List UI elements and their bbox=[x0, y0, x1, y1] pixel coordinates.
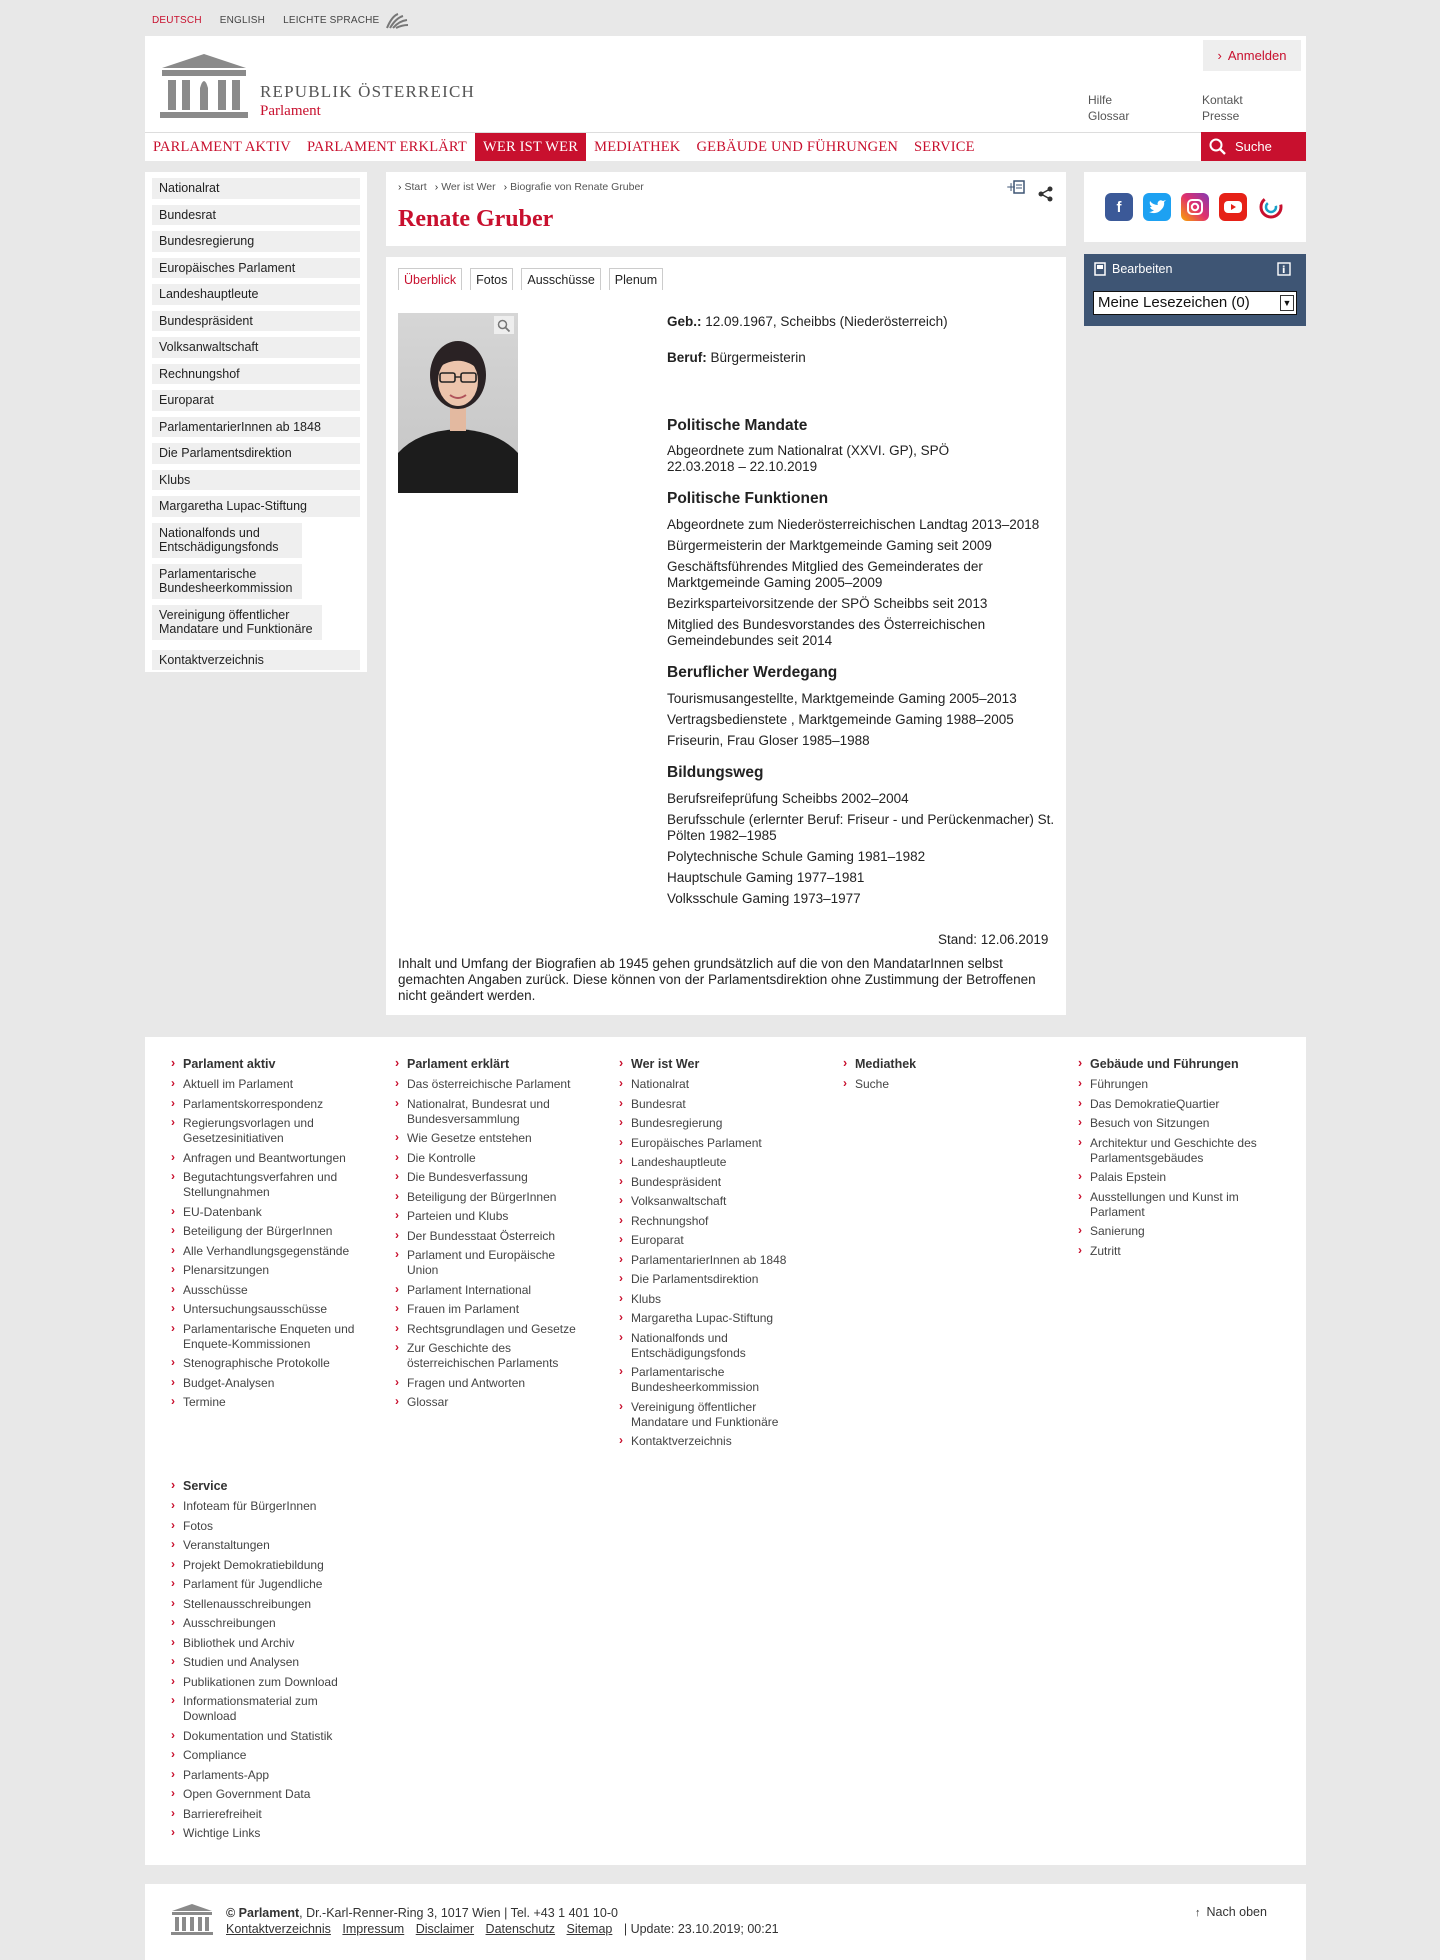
section-werdegang-heading: Beruflicher Werdegang bbox=[667, 664, 838, 681]
footer-heading[interactable]: › Parlament aktiv bbox=[171, 1057, 356, 1071]
lang-deutsch[interactable]: DEUTSCH bbox=[152, 15, 202, 26]
footer-link[interactable]: › Europarat bbox=[619, 1233, 804, 1248]
footer-link[interactable]: › Stenographische Protokolle bbox=[171, 1356, 356, 1371]
footer-link[interactable]: › Volksanwaltschaft bbox=[619, 1194, 804, 1209]
footer-link[interactable]: › Kontaktverzeichnis bbox=[619, 1434, 804, 1449]
footer-link[interactable]: › Stellenausschreibungen bbox=[171, 1597, 371, 1612]
kontaktverzeichnis-link[interactable]: Kontaktverzeichnis bbox=[226, 1922, 331, 1936]
datenschutz-link[interactable]: Datenschutz bbox=[485, 1922, 556, 1936]
birth-value: 12.09.1967, Scheibbs (Niederösterreich) bbox=[705, 314, 948, 329]
list-item: Vertragsbedienstete , Marktgemeinde Gaming 1988–2005 bbox=[667, 712, 1014, 727]
footer-link[interactable]: › Suche bbox=[843, 1077, 1028, 1092]
birth-field bbox=[667, 314, 948, 329]
sidebar-item-bundesrat[interactable]: Bundesrat bbox=[152, 205, 360, 226]
footer-link[interactable]: › Anfragen und Beantwortungen bbox=[171, 1151, 356, 1166]
glossary-link[interactable]: Glossar bbox=[1088, 109, 1130, 123]
footer-link[interactable]: › Die Kontrolle bbox=[395, 1151, 580, 1166]
footer-link[interactable]: › Landeshauptleute bbox=[619, 1155, 804, 1170]
logo-line1: REPUBLIK ÖSTERREICH bbox=[260, 82, 476, 101]
svg-text:+: + bbox=[1006, 180, 1017, 194]
footer-link[interactable]: › Informationsmaterial zum Download bbox=[171, 1694, 371, 1724]
footer-link[interactable]: › Nationalfonds und Entschädigungsfonds bbox=[619, 1331, 804, 1361]
lang-english[interactable]: ENGLISH bbox=[219, 15, 266, 26]
contact-link[interactable]: Kontakt bbox=[1202, 93, 1243, 107]
tab-fotos[interactable]: Fotos bbox=[470, 268, 513, 290]
footer-link[interactable]: › Projekt Demokratiebildung bbox=[171, 1558, 371, 1573]
tab-bar bbox=[398, 268, 663, 290]
footer-link[interactable]: › Untersuchungsausschüsse bbox=[171, 1302, 356, 1317]
footer-link[interactable]: › Parlament International bbox=[395, 1283, 580, 1298]
footer-link[interactable]: › Fragen und Antworten bbox=[395, 1376, 580, 1391]
share-icon[interactable] bbox=[1038, 186, 1054, 202]
footer-link[interactable]: › Zutritt bbox=[1078, 1244, 1263, 1259]
page-title: Renate Gruber bbox=[398, 206, 554, 232]
footer-link[interactable]: › Beteiligung der BürgerInnen bbox=[395, 1190, 580, 1205]
sidebar-item-vereinigung[interactable]: Vereinigung öffentlicher Mandatare und Funktionäre bbox=[152, 605, 322, 640]
breadcrumb-current: › Biografie von Renate Gruber bbox=[504, 181, 644, 193]
search-button[interactable] bbox=[1201, 132, 1306, 161]
footer-link[interactable]: › Studien und Analysen bbox=[171, 1655, 371, 1670]
footer-link[interactable]: › Palais Epstein bbox=[1078, 1170, 1263, 1185]
arrow-up-icon: ↑ bbox=[1195, 1907, 1201, 1919]
tab-plenum[interactable]: Plenum bbox=[609, 268, 663, 290]
footer-link[interactable]: › Parlamentarische Enqueten und Enquete-Kommissionen bbox=[171, 1322, 356, 1352]
footer-link[interactable]: › Die Parlamentsdirektion bbox=[619, 1272, 804, 1287]
list-item: Abgeordnete zum Niederösterreichischen Landtag 2013–2018 bbox=[667, 517, 1040, 532]
footer-link[interactable]: › Fotos bbox=[171, 1519, 371, 1534]
section-bildung-heading: Bildungsweg bbox=[667, 764, 764, 781]
sidebar-item-europarat[interactable]: Europarat bbox=[152, 390, 360, 411]
list-item: Berufsreifeprüfung Scheibbs 2002–2004 bbox=[667, 791, 909, 806]
footer-link[interactable]: › Budget-Analysen bbox=[171, 1376, 356, 1391]
sidebar-item-nationalrat[interactable]: Nationalrat bbox=[152, 178, 360, 199]
language-bar bbox=[152, 15, 379, 26]
footer-column-service bbox=[171, 1479, 371, 1846]
footer-link[interactable]: › Parteien und Klubs bbox=[395, 1209, 580, 1224]
footer-link[interactable]: › Alle Verhandlungsgegenstände bbox=[171, 1244, 356, 1259]
footer-link[interactable]: › Dokumentation und Statistik bbox=[171, 1729, 371, 1744]
instagram-icon[interactable] bbox=[1181, 193, 1209, 221]
bookmarks-select[interactable] bbox=[1093, 291, 1297, 315]
footer-column-1 bbox=[395, 1057, 580, 1415]
help-link[interactable]: Hilfe bbox=[1088, 93, 1113, 107]
chevron-right-icon: › bbox=[1217, 48, 1222, 63]
sidebar-item-parlamentarierinnen[interactable]: ParlamentarierInnen ab 1848 bbox=[152, 417, 360, 438]
sidebar-item-parlamentsdirektion[interactable]: Die Parlamentsdirektion bbox=[152, 443, 360, 464]
profession-value: Bürgermeisterin bbox=[710, 350, 806, 365]
sidebar bbox=[145, 172, 367, 672]
footer-link[interactable]: › Begutachtungsverfahren und Stellungnahmen bbox=[171, 1170, 356, 1200]
bio-disclaimer: Inhalt und Umfang der Biografien ab 1945 gehen grundsätzlich auf die von den MandatarInnen selbst gemachten Angaben zurück. Diese können von der Parlamentsdirektion ohne Zustimmung der Betroffenen nicht geändert werden. bbox=[398, 956, 1036, 1003]
list-item: Bezirksparteivorsitzende der SPÖ Scheibbs seit 2013 bbox=[667, 596, 988, 611]
footer-column-3 bbox=[843, 1057, 1028, 1097]
footer-link[interactable]: › Nationalrat, Bundesrat und Bundesversammlung bbox=[395, 1097, 580, 1127]
logo-line2: Parlament bbox=[260, 103, 321, 119]
list-item: Friseurin, Frau Gloser 1985–1988 bbox=[667, 733, 870, 748]
nav-gebaeude[interactable]: GEBÄUDE UND FÜHRUNGEN bbox=[696, 138, 899, 155]
update-date: | Update: 23.10.2019; 00:21 bbox=[623, 1922, 779, 1936]
footer-heading[interactable]: › Gebäude und Führungen bbox=[1078, 1057, 1263, 1071]
edit-bookmarks-link[interactable]: Bearbeiten bbox=[1112, 262, 1173, 276]
section-funktionen-heading: Politische Funktionen bbox=[667, 490, 829, 507]
footer-heading[interactable]: › Wer ist Wer bbox=[619, 1057, 804, 1071]
footer-link[interactable]: › Plenarsitzungen bbox=[171, 1263, 356, 1278]
add-bookmark-icon[interactable] bbox=[1006, 179, 1028, 197]
footer-link[interactable]: › Compliance bbox=[171, 1748, 371, 1763]
footer-heading[interactable]: › Mediathek bbox=[843, 1057, 1028, 1071]
sitemap-link[interactable]: Sitemap bbox=[566, 1922, 613, 1936]
birth-label: Geb.: bbox=[667, 314, 702, 329]
sign-language-icon[interactable] bbox=[384, 10, 410, 30]
list-item: Volksschule Gaming 1973–1977 bbox=[667, 891, 861, 906]
sidebar-item-bundesregierung[interactable]: Bundesregierung bbox=[152, 231, 360, 252]
zoom-icon[interactable] bbox=[497, 319, 511, 333]
bookmark-icon bbox=[1094, 262, 1106, 276]
main-nav bbox=[145, 132, 1306, 161]
footer-link[interactable]: › Das österreichische Parlament bbox=[395, 1077, 580, 1092]
footer-link[interactable]: › Besuch von Sitzungen bbox=[1078, 1116, 1263, 1131]
footer-link[interactable]: › Margaretha Lupac-Stiftung bbox=[619, 1311, 804, 1326]
nav-parlament-erklaert[interactable]: PARLAMENT ERKLÄRT bbox=[306, 138, 467, 155]
footer-link[interactable]: › Glossar bbox=[395, 1395, 580, 1410]
svg-text:i: i bbox=[1282, 265, 1286, 276]
breadcrumb-wer-ist-wer[interactable]: › Wer ist Wer bbox=[435, 181, 496, 193]
footer-link[interactable]: › ParlamentarierInnen ab 1848 bbox=[619, 1253, 804, 1268]
footer-link[interactable]: › Ausschüsse bbox=[171, 1283, 356, 1298]
footer-link[interactable]: › Die Bundesverfassung bbox=[395, 1170, 580, 1185]
sidebar-item-bundespraesident[interactable]: Bundespräsident bbox=[152, 311, 360, 332]
section-mandate-heading: Politische Mandate bbox=[667, 417, 808, 434]
portrait-illustration-icon bbox=[398, 313, 518, 493]
footer-column-2 bbox=[619, 1057, 804, 1454]
sidebar-item-klubs[interactable]: Klubs bbox=[152, 470, 360, 491]
sidebar-item-rechnungshof[interactable]: Rechnungshof bbox=[152, 364, 360, 385]
mandate-entry: Abgeordnete zum Nationalrat (XXVI. GP), SPÖ 22.03.2018 – 22.10.2019 bbox=[667, 443, 950, 474]
footer-link[interactable]: › Führungen bbox=[1078, 1077, 1263, 1092]
footer-link[interactable]: › Architektur und Geschichte des Parlamentsgebäudes bbox=[1078, 1136, 1263, 1166]
impressum-link[interactable]: Impressum bbox=[342, 1922, 405, 1936]
footer-heading[interactable]: › Parlament erklärt bbox=[395, 1057, 580, 1071]
sidebar-item-europaeisches-parlament[interactable]: Europäisches Parlament bbox=[152, 258, 360, 279]
list-item: Hauptschule Gaming 1977–1981 bbox=[667, 870, 865, 885]
footer-link[interactable]: › Rechnungshof bbox=[619, 1214, 804, 1229]
footer-link[interactable]: › Das DemokratieQuartier bbox=[1078, 1097, 1263, 1112]
footer-link[interactable]: › Frauen im Parlament bbox=[395, 1302, 580, 1317]
footer-link[interactable]: › Beteiligung der BürgerInnen bbox=[171, 1224, 356, 1239]
sidebar-item-bundesheerkommission[interactable]: Parlamentarische Bundesheerkommission bbox=[152, 564, 302, 599]
sidebar-item-nationalfonds[interactable]: Nationalfonds und Entschädigungsfonds bbox=[152, 523, 302, 558]
breadcrumb bbox=[398, 181, 644, 193]
footer-link[interactable]: › Sanierung bbox=[1078, 1224, 1263, 1239]
footer-heading[interactable]: › Service bbox=[171, 1479, 371, 1493]
bookmarks-select-value: Meine Lesezeichen (0) bbox=[1098, 294, 1250, 311]
disclaimer-link[interactable]: Disclaimer bbox=[415, 1922, 475, 1936]
footer-link[interactable]: › Veranstaltungen bbox=[171, 1538, 371, 1553]
footer-link[interactable]: › Europäisches Parlament bbox=[619, 1136, 804, 1151]
youtube-icon[interactable] bbox=[1219, 193, 1247, 221]
sidebar-item-volksanwaltschaft[interactable]: Volksanwaltschaft bbox=[152, 337, 360, 358]
footer-link[interactable]: › Bundespräsident bbox=[619, 1175, 804, 1190]
list-item: Tourismusangestellte, Marktgemeinde Gaming 2005–2013 bbox=[667, 691, 1017, 706]
footer-link[interactable]: › Ausstellungen und Kunst im Parlament bbox=[1078, 1190, 1263, 1220]
tab-ueberblick[interactable]: Überblick bbox=[398, 268, 462, 290]
info-icon[interactable] bbox=[1277, 262, 1291, 276]
footer-link[interactable]: › Publikationen zum Download bbox=[171, 1675, 371, 1690]
sidebar-item-lupac-stiftung[interactable]: Margaretha Lupac-Stiftung bbox=[152, 496, 360, 517]
search-icon bbox=[1209, 138, 1227, 156]
footer-link[interactable]: › Der Bundesstaat Österreich bbox=[395, 1229, 580, 1244]
nav-mediathek[interactable]: MEDIATHEK bbox=[594, 138, 681, 155]
footer-link[interactable]: › Barrierefreiheit bbox=[171, 1807, 371, 1822]
login-button[interactable] bbox=[1203, 40, 1301, 71]
facebook-icon[interactable]: f bbox=[1105, 193, 1133, 221]
list-item: Mitglied des Bundesvorstandes des Österreichischen Gemeindebundes seit 2014 bbox=[667, 617, 986, 648]
imprint-org: © Parlament bbox=[226, 1906, 300, 1920]
footer-link[interactable]: › Aktuell im Parlament bbox=[171, 1077, 356, 1092]
footer-link[interactable]: › Termine bbox=[171, 1395, 356, 1410]
twitter-icon[interactable] bbox=[1143, 193, 1171, 221]
footer-link[interactable]: › Parlament und Europäische Union bbox=[395, 1248, 580, 1278]
list-item: Geschäftsführendes Mitglied des Gemeinderates der Marktgemeinde Gaming 2005–2009 bbox=[667, 559, 983, 590]
footer-link[interactable]: › Parlament für Jugendliche bbox=[171, 1577, 371, 1592]
footer-link[interactable]: › Parlamentarische Bundesheerkommission bbox=[619, 1365, 804, 1395]
list-item: Berufsschule (erlernter Beruf: Friseur - und Perückenmacher) St. Pölten 1982–1985 bbox=[667, 812, 1055, 843]
footer-link[interactable]: › EU-Datenbank bbox=[171, 1205, 356, 1220]
tab-ausschuesse[interactable]: Ausschüsse bbox=[521, 268, 600, 290]
demokratie-webstatt-icon[interactable] bbox=[1257, 193, 1285, 221]
sidebar-item-kontaktverzeichnis[interactable]: Kontaktverzeichnis bbox=[152, 650, 360, 671]
footer-link[interactable]: › Vereinigung öffentlicher Mandatare und Funktionäre bbox=[619, 1400, 804, 1430]
footer-link[interactable]: › Wie Gesetze entstehen bbox=[395, 1131, 580, 1146]
footer-link[interactable]: › Open Government Data bbox=[171, 1787, 371, 1802]
list-item: Bürgermeisterin der Marktgemeinde Gaming seit 2009 bbox=[667, 538, 992, 553]
profession-field bbox=[667, 350, 806, 365]
lang-leichte-sprache[interactable]: LEICHTE SPRACHE bbox=[283, 15, 380, 26]
profession-label: Beruf: bbox=[667, 350, 707, 365]
list-item: Polytechnische Schule Gaming 1981–1982 bbox=[667, 849, 926, 864]
login-label: Anmelden bbox=[1227, 48, 1287, 63]
footer-link[interactable]: › Bundesregierung bbox=[619, 1116, 804, 1131]
nav-parlament-aktiv[interactable]: PARLAMENT AKTIV bbox=[153, 138, 291, 155]
nav-service[interactable]: SERVICE bbox=[914, 138, 975, 155]
nav-wer-ist-wer[interactable]: WER IST WER bbox=[475, 133, 586, 161]
footer-link[interactable]: › Klubs bbox=[619, 1292, 804, 1307]
search-label: Suche bbox=[1235, 139, 1272, 154]
footer-link[interactable]: › Infoteam für BürgerInnen bbox=[171, 1499, 371, 1514]
logo-text[interactable] bbox=[260, 82, 475, 120]
footer-link[interactable]: › Parlaments-App bbox=[171, 1768, 371, 1783]
footer-link[interactable]: › Wichtige Links bbox=[171, 1826, 371, 1841]
footer-link[interactable]: › Regierungsvorlagen und Gesetzesinitiativen bbox=[171, 1116, 356, 1146]
back-to-top-label: Nach oben bbox=[1206, 1905, 1267, 1919]
footer-link[interactable]: › Bundesrat bbox=[619, 1097, 804, 1112]
footer-link[interactable]: › Nationalrat bbox=[619, 1077, 804, 1092]
bookmarks-panel bbox=[1084, 254, 1306, 326]
footer-column-4 bbox=[1078, 1057, 1263, 1263]
footer-link[interactable]: › Parlamentskorrespondenz bbox=[171, 1097, 356, 1112]
chevron-down-icon: ▼ bbox=[1280, 295, 1294, 311]
imprint bbox=[226, 1905, 779, 1937]
footer-link[interactable]: › Zur Geschichte des österreichischen Parlaments bbox=[395, 1341, 580, 1371]
parliament-logo-icon[interactable] bbox=[158, 54, 250, 118]
parliament-footer-logo-icon[interactable] bbox=[170, 1903, 214, 1935]
footer-link[interactable]: › Bibliothek und Archiv bbox=[171, 1636, 371, 1651]
imprint-address: , Dr.-Karl-Renner-Ring 3, 1017 Wien | Tel. +43 1 401 10-0 bbox=[299, 1906, 618, 1920]
social-box bbox=[1084, 172, 1306, 242]
sidebar-item-landeshauptleute[interactable]: Landeshauptleute bbox=[152, 284, 360, 305]
press-link[interactable]: Presse bbox=[1202, 109, 1240, 123]
breadcrumb-start[interactable]: › Start bbox=[398, 181, 427, 193]
footer-column-0 bbox=[171, 1057, 356, 1415]
footer-link[interactable]: › Rechtsgrundlagen und Gesetze bbox=[395, 1322, 580, 1337]
portrait-photo[interactable] bbox=[398, 313, 518, 493]
footer-link[interactable]: › Ausschreibungen bbox=[171, 1616, 371, 1631]
back-to-top-link[interactable] bbox=[1195, 1905, 1267, 1919]
stand-date: Stand: 12.06.2019 bbox=[938, 932, 1049, 947]
